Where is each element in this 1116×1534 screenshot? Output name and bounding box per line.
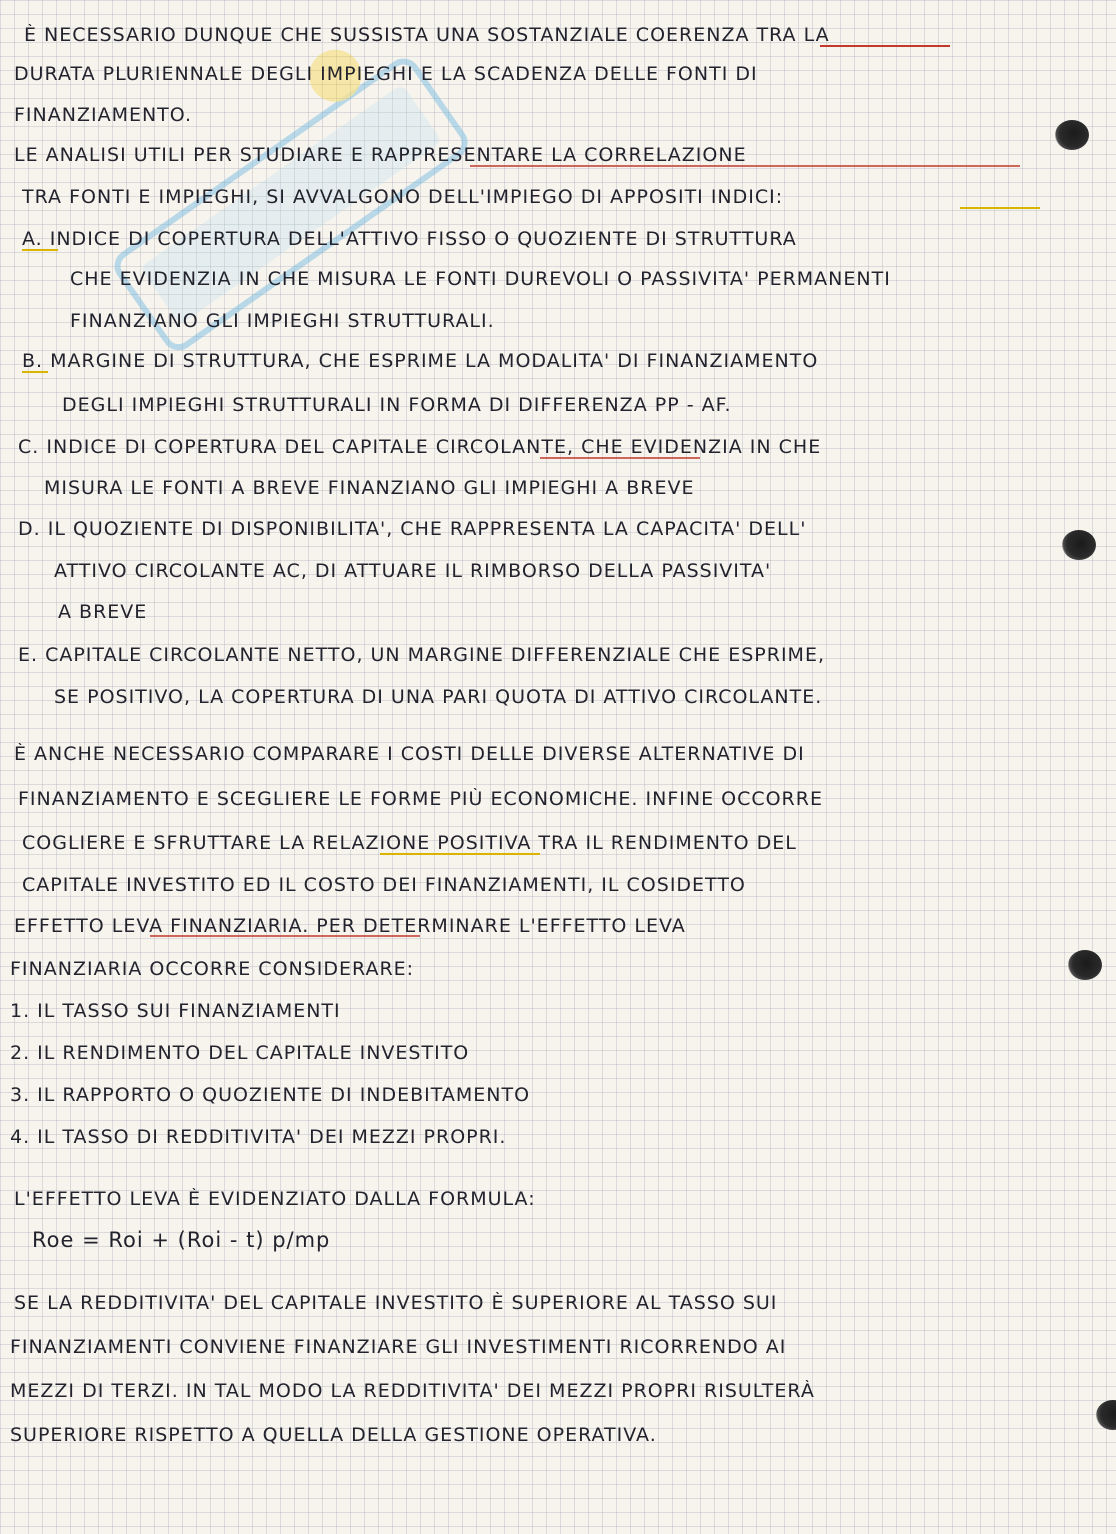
text-line: LE ANALISI UTILI PER STUDIARE E RAPPRESENTARE LA CORRELAZIONE	[14, 144, 747, 166]
text-line: EFFETTO LEVA FINANZIARIA. PER DETERMINARE L'EFFETTO LEVA	[14, 915, 686, 937]
text-line: MISURA LE FONTI A BREVE FINANZIANO GLI IMPIEGHI A BREVE	[44, 477, 695, 499]
text-line: COGLIERE E SFRUTTARE LA RELAZIONE POSITIVA TRA IL RENDIMENTO DEL	[22, 832, 797, 854]
text-line: SE POSITIVO, LA COPERTURA DI UNA PARI QUOTA DI ATTIVO CIRCOLANTE.	[54, 686, 823, 708]
list-item-c: C. INDICE DI COPERTURA DEL CAPITALE CIRCOLANTE, CHE EVIDENZIA IN CHE	[18, 436, 822, 458]
text-line: FINANZIAMENTO E SCEGLIERE LE FORME PIÙ ECONOMICHE. INFINE OCCORRE	[18, 788, 823, 810]
text-line: FINANZIANO GLI IMPIEGHI STRUTTURALI.	[70, 310, 495, 332]
text-line: L'EFFETTO LEVA È EVIDENZIATO DALLA FORMULA:	[14, 1188, 536, 1210]
text-line: DURATA PLURIENNALE DEGLI IMPIEGHI E LA SCADENZA DELLE FONTI DI	[14, 63, 758, 85]
list-item-3: 3. IL RAPPORTO O QUOZIENTE DI INDEBITAMENTO	[10, 1084, 531, 1106]
text-line: MEZZI DI TERZI. IN TAL MODO LA REDDITIVITA' DEI MEZZI PROPRI RISULTERÀ	[10, 1380, 815, 1402]
list-item-1: 1. IL TASSO SUI FINANZIAMENTI	[10, 1000, 341, 1022]
text-line: TRA FONTI E IMPIEGHI, SI AVVALGONO DELL'IMPIEGO DI APPOSITI INDICI:	[22, 186, 784, 208]
list-item-b: B. MARGINE DI STRUTTURA, CHE ESPRIME LA MODALITA' DI FINANZIAMENTO	[22, 350, 819, 372]
formula: Roe = Roi + (Roi - t) p/mp	[32, 1228, 331, 1252]
text-line: A BREVE	[58, 601, 148, 623]
text-line: DEGLI IMPIEGHI STRUTTURALI IN FORMA DI DIFFERENZA PP - AF.	[62, 394, 732, 416]
list-item-4: 4. IL TASSO DI REDDITIVITA' DEI MEZZI PROPRI.	[10, 1126, 507, 1148]
text-line: FINANZIAMENTI CONVIENE FINANZIARE GLI INVESTIMENTI RICORRENDO AI	[10, 1336, 787, 1358]
text-line: ATTIVO CIRCOLANTE AC, DI ATTUARE IL RIMBORSO DELLA PASSIVITA'	[54, 560, 772, 582]
text-line: SE LA REDDITIVITA' DEL CAPITALE INVESTITO È SUPERIORE AL TASSO SUI	[14, 1292, 778, 1314]
text-line: FINANZIAMENTO.	[14, 104, 193, 126]
list-item-d: D. IL QUOZIENTE DI DISPONIBILITA', CHE RAPPRESENTA LA CAPACITA' DELL'	[18, 518, 807, 540]
list-item-2: 2. IL RENDIMENTO DEL CAPITALE INVESTITO	[10, 1042, 470, 1064]
text-line: FINANZIARIA OCCORRE CONSIDERARE:	[10, 958, 415, 980]
text-line: CHE EVIDENZIA IN CHE MISURA LE FONTI DUREVOLI O PASSIVITA' PERMANENTI	[70, 268, 891, 290]
list-item-a: A. INDICE DI COPERTURA DELL'ATTIVO FISSO O QUOZIENTE DI STRUTTURA	[22, 228, 797, 250]
text-line: CAPITALE INVESTITO ED IL COSTO DEI FINANZIAMENTI, IL COSIDETTO	[22, 874, 746, 896]
text-line: SUPERIORE RISPETTO A QUELLA DELLA GESTIONE OPERATIVA.	[10, 1424, 657, 1446]
text-line: È NECESSARIO DUNQUE CHE SUSSISTA UNA SOSTANZIALE COERENZA TRA LA	[24, 24, 830, 46]
text-line: È ANCHE NECESSARIO COMPARARE I COSTI DELLE DIVERSE ALTERNATIVE DI	[14, 743, 805, 765]
list-item-e: E. CAPITALE CIRCOLANTE NETTO, UN MARGINE DIFFERENZIALE CHE ESPRIME,	[18, 644, 825, 666]
